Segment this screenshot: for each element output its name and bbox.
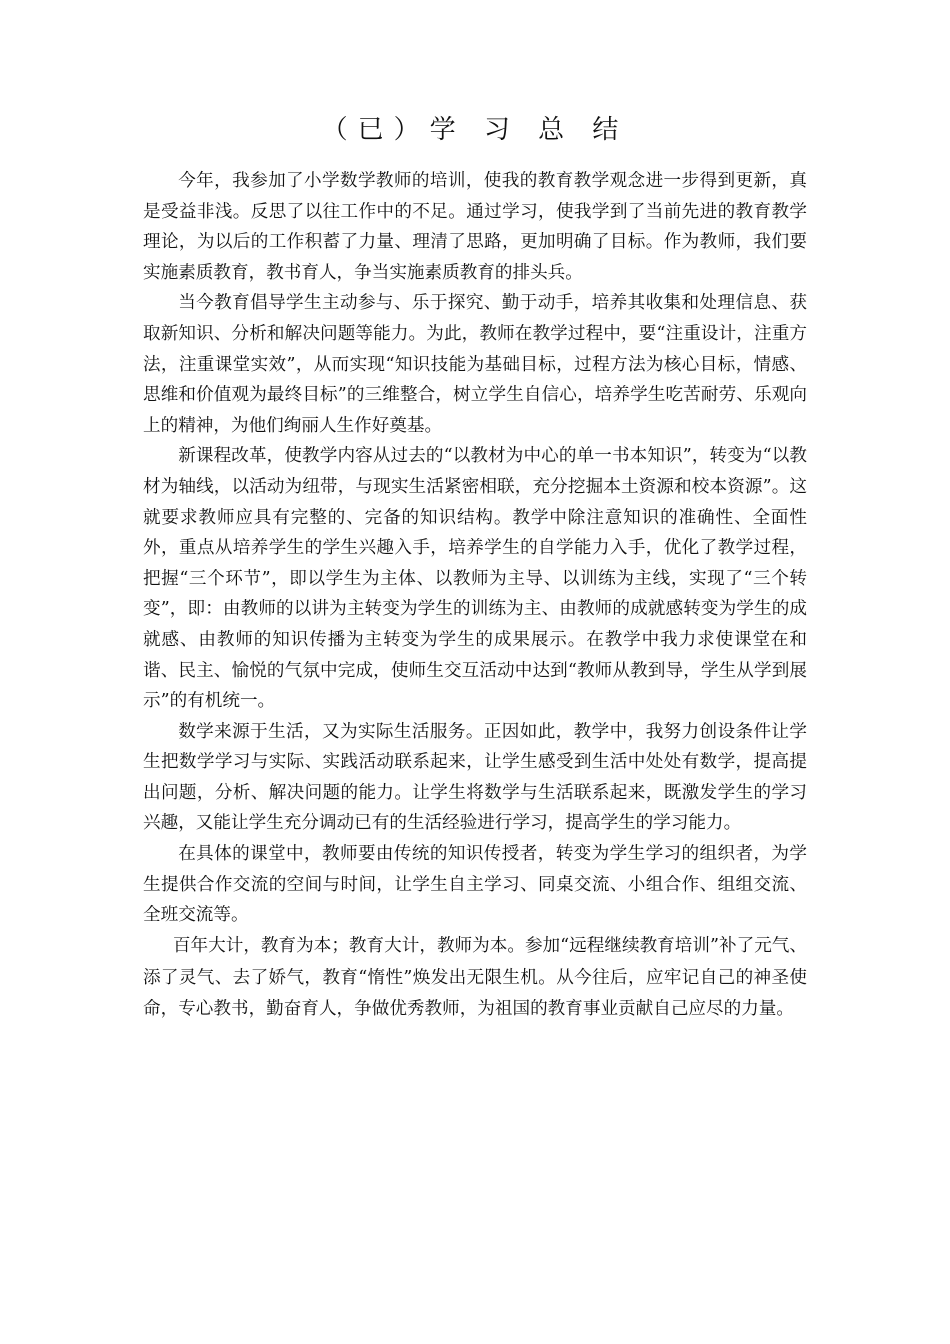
document-body [143,166,807,1026]
document-title: （已）学 习 总 结 [321,115,629,145]
paragraph-4: 数学来源于生活，又为实际生活服务。正因如此，教学中，我努力创设条件让学生把数学学习与实际、实践活动联系起来，让学生感受到生活中处处有数学，提高提出问题，分析、解决问题的能力。让学生将数学与生活联系起来，既激发学生的学习兴趣，又能让学生充分调动已有的生活经验进行学习，提高学生的学习能力。 [143,721,807,834]
paragraph-2: 当今教育倡导学生主动参与、乐于探究、勤于动手，培养其收集和处理信息、获取新知识、分析和解决问题等能力。为此，教师在教学过程中，要“注重设计，注重方法，注重课堂实效”，从而实现“知识技能为基础目标，过程方法为核心目标，情感、思维和价值观为最终目标”的三维整合，树立学生自信心，培养学生吃苦耐劳、乐观向上的精神，为他们绚丽人生作好奠基。 [143,293,807,436]
paragraph-1: 今年，我参加了小学数学教师的培训，使我的教育教学观念进一步得到更新，真是受益非浅。反思了以往工作中的不足。通过学习，使我学到了当前先进的教育教学理论，为以后的工作积蓄了力量、理清了思路，更加明确了目标。作为教师，我们要实施素质教育，教书育人，争当实施素质教育的排头兵。 [143,171,807,283]
paragraph-5: 在具体的课堂中，教师要由传统的知识传授者，转变为学生学习的组织者，为学生提供合作交流的空间与时间，让学生自主学习、同桌交流、小组合作、组组交流、全班交流等。 [143,844,807,926]
paragraph-3: 新课程改革，使教学内容从过去的“以教材为中心的单一书本知识”，转变为“以教材为轴线，以活动为纽带，与现实生活紧密相联，充分挖掘本土资源和校本资源”。这就要求教师应具有完整的、完备的知识结构。教学中除注意知识的准确性、全面性外，重点从培养学生的学生兴趣入手，培养学生的自学能力入手，优化了教学过程，把握“三个环节”，即以学生为主体、以教师为主导、以训练为主线，实现了“三个转变”，即：由教师的以讲为主转变为学生的训练为主、由教师的成就感转变为学生的成就感、由教师的知识传播为主转变为学生的成果展示。在教学中我力求使课堂在和谐、民主、愉悦的气氛中完成，使师生交互活动中达到“教师从教到导，学生从学到展示”的有机统一。 [143,446,807,712]
paragraph-6: 百年大计，教育为本；教育大计，教师为本。参加“远程继续教育培训”补了元气、添了灵气、去了娇气，教育“惰性”焕发出无限生机。从今往后，应牢记自己的神圣使命，专心教书，勤奋育人，争做优秀教师，为祖国的教育事业贡献自己应尽的力量。 [143,935,807,1020]
